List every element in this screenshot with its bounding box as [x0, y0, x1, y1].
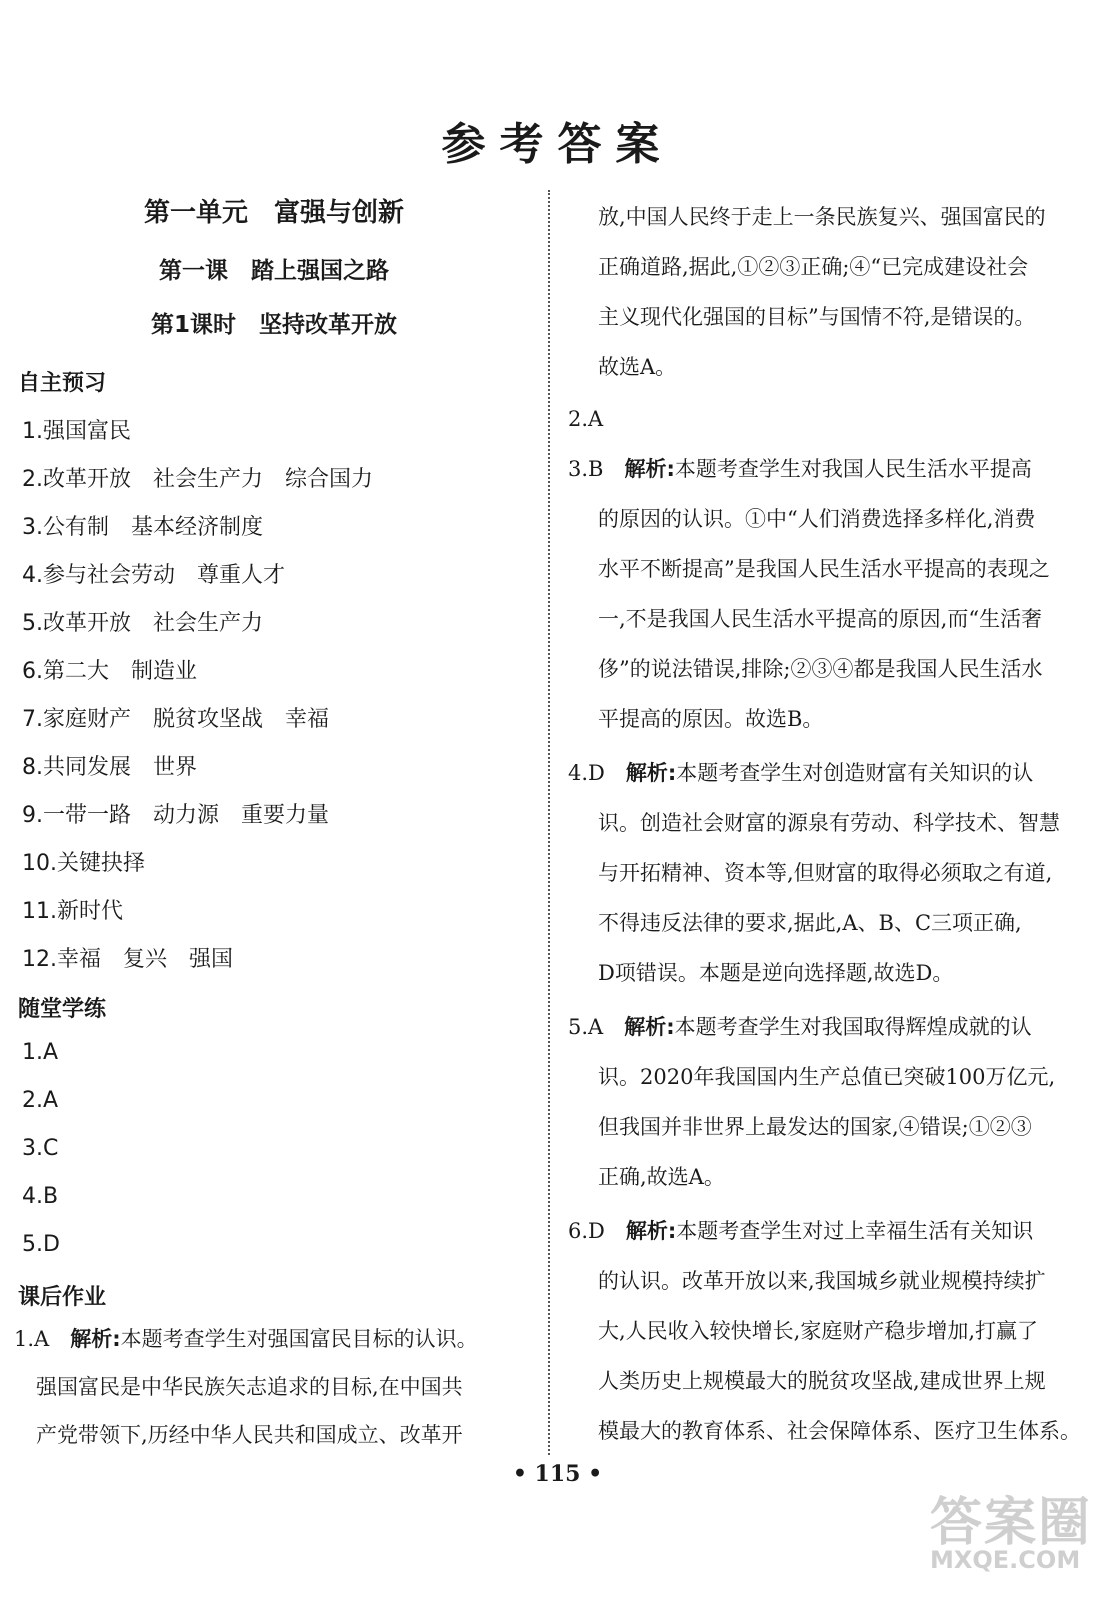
- watermark-bottom: MXQE.COM: [930, 1546, 1081, 1574]
- answer-line: 的原因的认识。①中“人们消费选择多样化,消费: [598, 507, 1036, 531]
- answer-line: 模最大的教育体系、社会保障体系、医疗卫生体系。: [598, 1419, 1081, 1443]
- list-item: 4.B: [22, 1184, 59, 1209]
- answer-line: 识。创造社会财富的源泉有劳动、科学技术、智慧: [598, 811, 1060, 835]
- answer-label: 6.D: [568, 1219, 626, 1243]
- list-item: 2.改革开放 社会生产力 综合国力: [22, 467, 373, 492]
- answer-line: 故选A。: [598, 355, 677, 379]
- unit-heading: 第一单元 富强与创新: [143, 198, 404, 228]
- answer-line: D项错误。本题是逆向选择题,故选D。: [598, 961, 954, 985]
- answer-line: [568, 1216, 1033, 1246]
- answer-label: 4.D: [568, 761, 626, 785]
- answer-text: 本题考查学生对我国取得辉煌成就的认: [674, 1015, 1032, 1039]
- list-item: 2.A: [22, 1088, 59, 1113]
- answer-text: 本题考查学生对强国富民目标的认识。: [120, 1327, 478, 1351]
- answer-line: 主义现代化强国的目标”与国情不符,是错误的。: [598, 305, 1036, 329]
- section-preview: 自主预习: [18, 371, 107, 396]
- period-heading: 第1课时 坚持改革开放: [150, 312, 397, 338]
- page-title: 参考答案: [441, 119, 674, 170]
- list-item: 8.共同发展 世界: [22, 755, 197, 780]
- column-divider: [548, 190, 550, 1455]
- answer-text: 本题考查学生对创造财富有关知识的认: [676, 761, 1034, 785]
- list-item: 9.一带一路 动力源 重要力量: [22, 803, 329, 828]
- analysis-tag: 解析:: [625, 1219, 677, 1243]
- answer-line: [568, 1012, 1032, 1042]
- list-item: 6.第二大 制造业: [22, 659, 197, 684]
- section-homework: 课后作业: [18, 1285, 107, 1310]
- list-item: 5.改革开放 社会生产力: [22, 611, 263, 636]
- lesson-heading: 第一课 踏上强国之路: [159, 258, 389, 284]
- answer-line: [568, 758, 1033, 788]
- analysis-tag: 解析:: [624, 457, 675, 481]
- answer-line: 放,中国人民终于走上一条民族复兴、强国富民的: [598, 205, 1046, 229]
- answer-line: 平提高的原因。故选B。: [598, 707, 824, 731]
- answer-line: 的认识。改革开放以来,我国城乡就业规模持续扩: [598, 1269, 1046, 1293]
- list-item: 5.D: [22, 1232, 60, 1257]
- list-item: 7.家庭财产 脱贫攻坚战 幸福: [22, 707, 329, 732]
- answer-line: 大,人民收入较快增长,家庭财产稳步增加,打赢了: [598, 1319, 1039, 1343]
- section-practice: 随堂学练: [18, 997, 107, 1022]
- analysis-tag: 解析:: [625, 761, 677, 785]
- answer-label: 3.B: [568, 457, 625, 481]
- answer-text: 本题考查学生对过上幸福生活有关知识: [676, 1219, 1034, 1243]
- list-item: 1.强国富民: [22, 419, 131, 444]
- analysis-tag: 解析:: [70, 1327, 121, 1351]
- analysis-tag: 解析:: [624, 1015, 675, 1039]
- list-item: 12.幸福 复兴 强国: [22, 947, 233, 972]
- answer-line: 强国富民是中华民族矢志追求的目标,在中国共: [36, 1375, 463, 1399]
- list-item: 1.A: [22, 1040, 59, 1065]
- answer-line: 识。2020年我国国内生产总值已突破100万亿元,: [598, 1065, 1056, 1089]
- list-item: 4.参与社会劳动 尊重人才: [22, 563, 285, 588]
- list-item: 3.公有制 基本经济制度: [22, 515, 263, 540]
- list-item: 11.新时代: [22, 899, 123, 924]
- list-item: 3.C: [22, 1136, 59, 1161]
- watermark-logo: [920, 1480, 1100, 1590]
- answer-line: 人类历史上规模最大的脱贫攻坚战,建成世界上规: [598, 1369, 1046, 1393]
- page-number: • 115 •: [512, 1461, 603, 1487]
- answer-line: 正确,故选A。: [598, 1165, 725, 1189]
- answer-line: [14, 1324, 478, 1354]
- answer-line: [568, 454, 1032, 484]
- answer-line: 但我国并非世界上最发达的国家,④错误;①②③: [598, 1115, 1032, 1139]
- answer-line: 一,不是我国人民生活水平提高的原因,而“生活奢: [598, 607, 1043, 631]
- watermark-top: 答案圈: [930, 1493, 1093, 1553]
- answer-line: 产党带领下,历经中华人民共和国成立、改革开: [36, 1423, 463, 1447]
- answer-line: 与开拓精神、资本等,但财富的取得必须取之有道,: [598, 861, 1053, 885]
- answer-line: 侈”的说法错误,排除;②③④都是我国人民生活水: [598, 657, 1043, 681]
- answer-line: 水平不断提高”是我国人民生活水平提高的表现之: [598, 557, 1050, 581]
- answer-line: 不得违反法律的要求,据此,A、B、C三项正确,: [598, 911, 1022, 935]
- list-item: 10.关键抉择: [22, 851, 145, 876]
- answer-label: 5.A: [568, 1015, 625, 1039]
- answer-line: 2.A: [568, 407, 604, 431]
- answer-text: 本题考查学生对我国人民生活水平提高: [674, 457, 1032, 481]
- answer-label: 1.A: [14, 1327, 71, 1351]
- answer-line: 正确道路,据此,①②③正确;④“已完成建设社会: [598, 255, 1029, 279]
